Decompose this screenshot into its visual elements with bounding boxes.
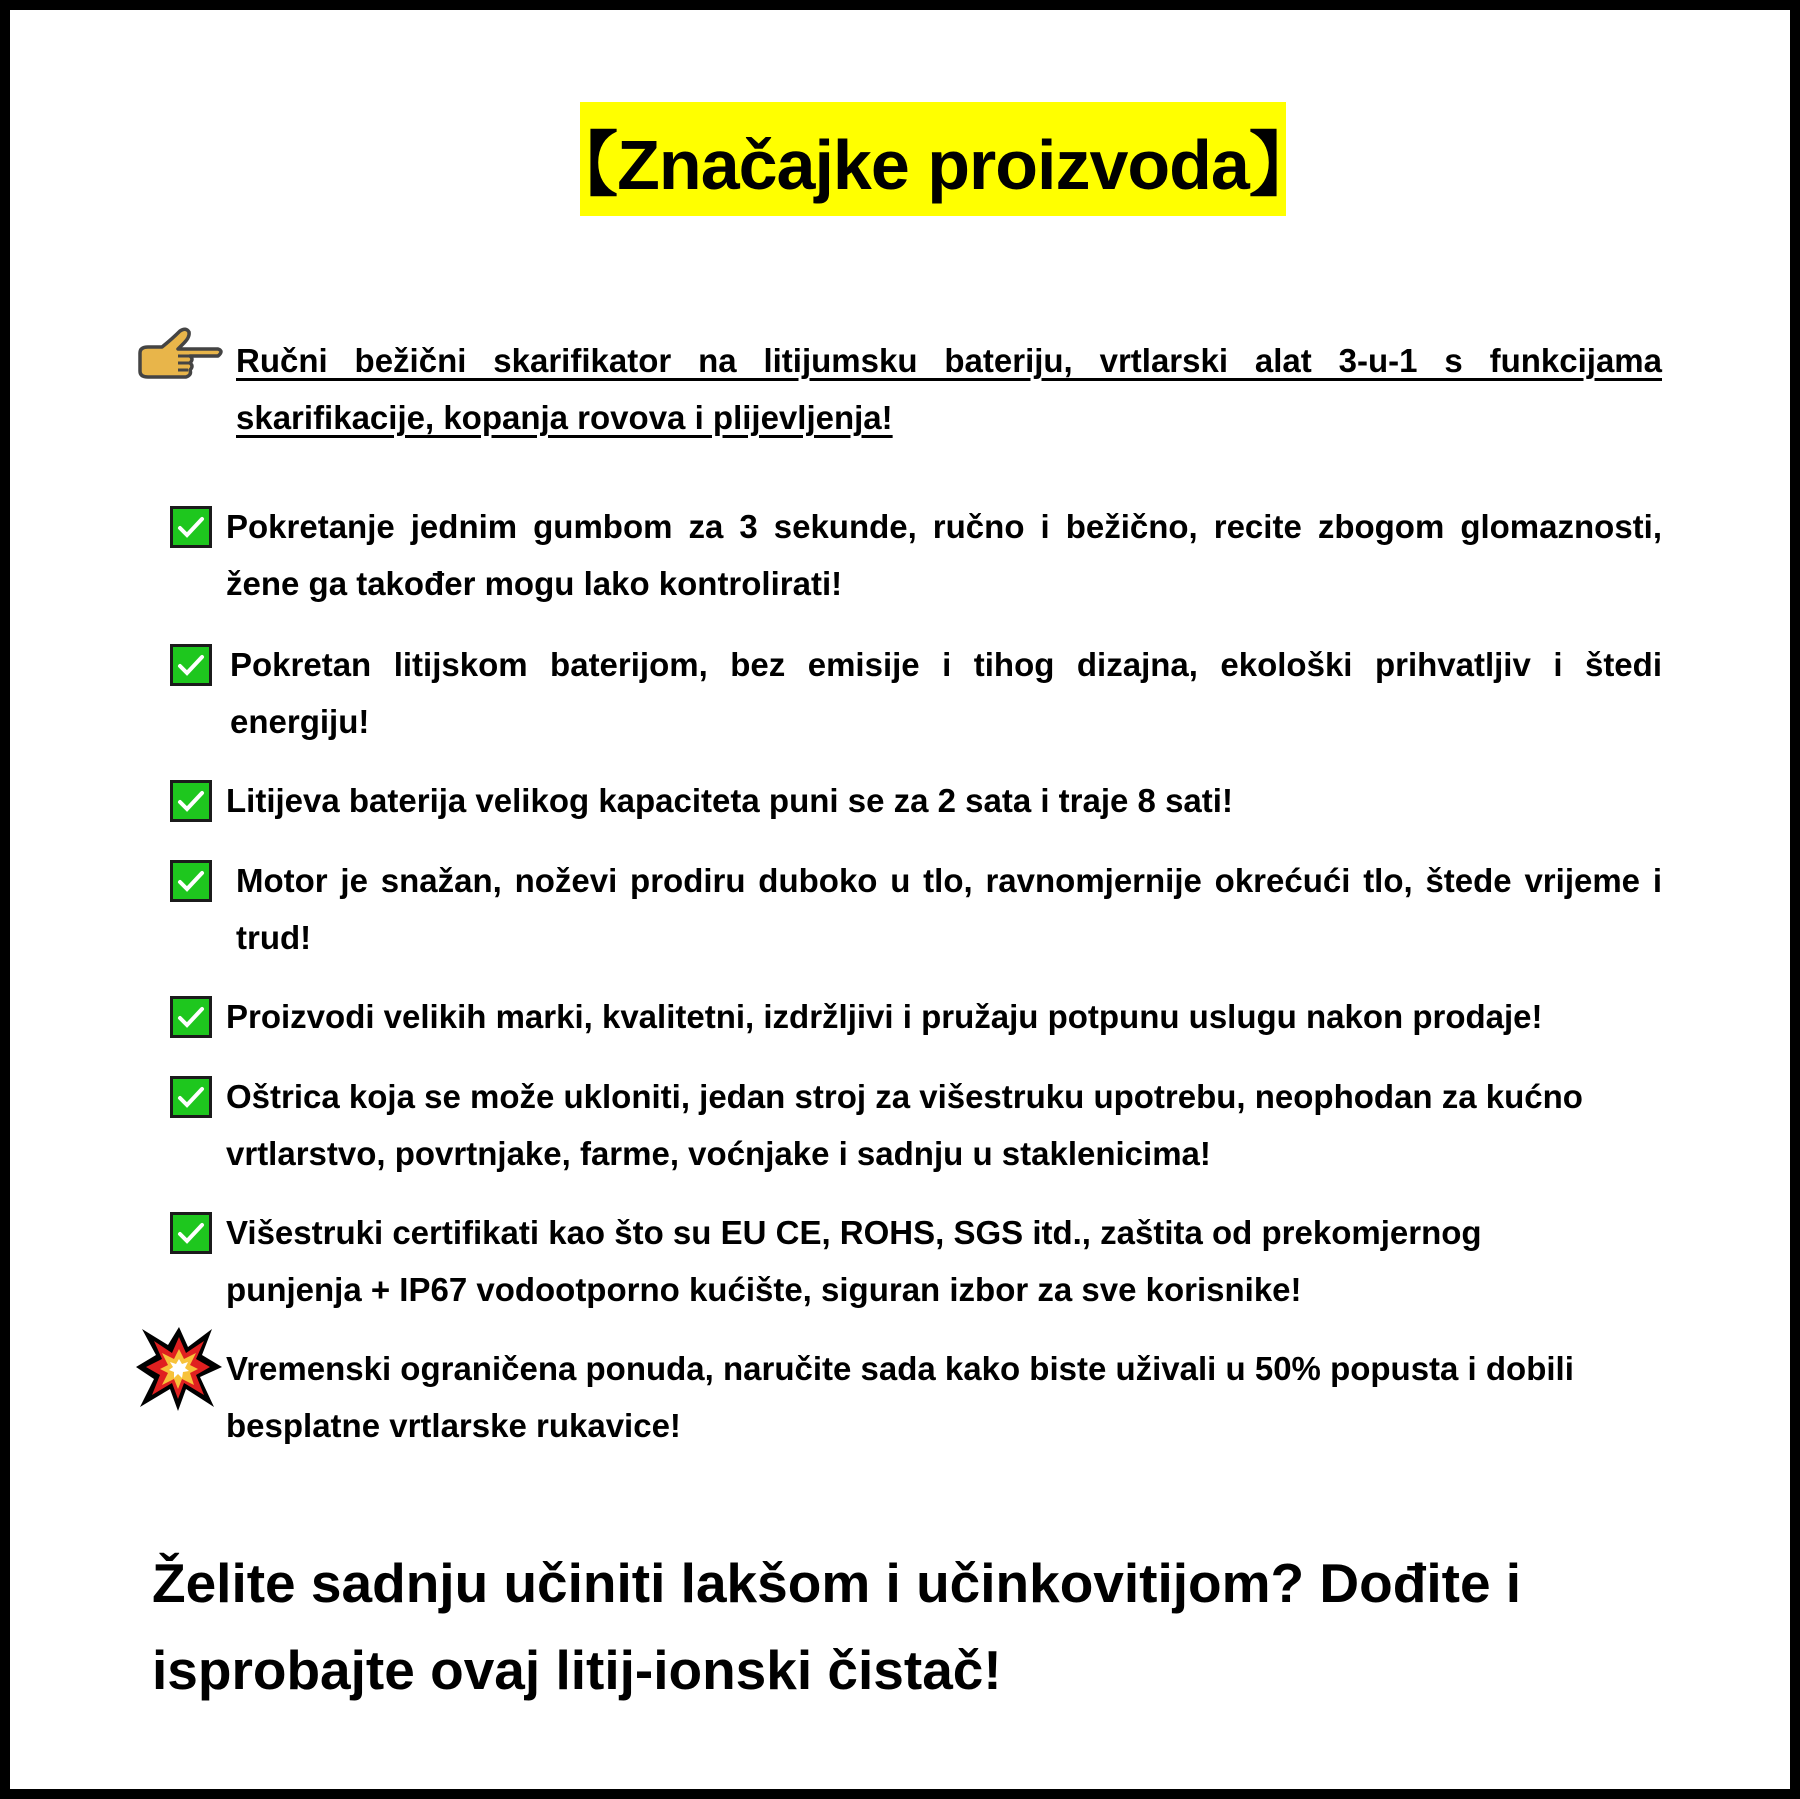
pointing-hand-icon [132, 325, 226, 385]
feature-text: Proizvodi velikih marki, kvalitetni, izdržljivi i pružaju potpunu uslugu nakon prodaje! [226, 998, 1543, 1035]
feature-text: Litijeva baterija velikog kapaciteta puni se za 2 sata i traje 8 sati! [226, 782, 1233, 819]
green-checkmark-icon [170, 860, 212, 902]
green-checkmark-icon [170, 1212, 212, 1254]
green-checkmark-icon [170, 644, 212, 686]
feature-text: Pokretanje jednim gumbom za 3 sekunde, ručno i bežično, recite zbogom glomaznosti, žene ga također mogu lako kontrolirati! [226, 508, 1662, 602]
green-checkmark-icon [170, 506, 212, 548]
green-checkmark-icon [170, 996, 212, 1038]
closing-call-to-action: Želite sadnju učiniti lakšom i učinkovitijom? Dođite i isprobajte ovaj litij-ionski čistač! [152, 1552, 1522, 1701]
feature-text: Višestruki certifikati kao što su EU CE, ROHS, SGS itd., zaštita od prekomjernog punjenja + IP67 vodootporno kućište, siguran izbor za sve korisnike! [226, 1214, 1482, 1308]
explosion-burst-icon [134, 1323, 224, 1413]
title-highlight-box [548, 102, 1318, 216]
feature-text: Oštrica koja se može ukloniti, jedan stroj za višestruku upotrebu, neophodan za kućno vrtlarstvo, povrtnjake, farme, voćnjake i sadnju u staklenicima! [226, 1078, 1583, 1172]
feature-text: Pokretan litijskom baterijom, bez emisije i tihog dizajna, ekološki prihvatljiv i štedi energiju! [230, 646, 1662, 740]
feature-text: Motor je snažan, noževi prodiru duboko u tlo, ravnomjernije okrećući tlo, štede vrijeme i trud! [236, 862, 1662, 956]
green-checkmark-icon [170, 780, 212, 822]
page-title: 【Značajke proizvoda】 [548, 125, 1318, 204]
promo-text: Vremenski ograničena ponuda, naručite sada kako biste uživali u 50% popusta i dobili besplatne vrtlarske rukavice! [226, 1350, 1574, 1444]
green-checkmark-icon [170, 1076, 212, 1118]
intro-headline: Ručni bežični skarifikator na litijumsku bateriju, vrtlarski alat 3-u-1 s funkcijama skarifikacije, kopanja rovova i plijevljenja! [236, 342, 1662, 436]
